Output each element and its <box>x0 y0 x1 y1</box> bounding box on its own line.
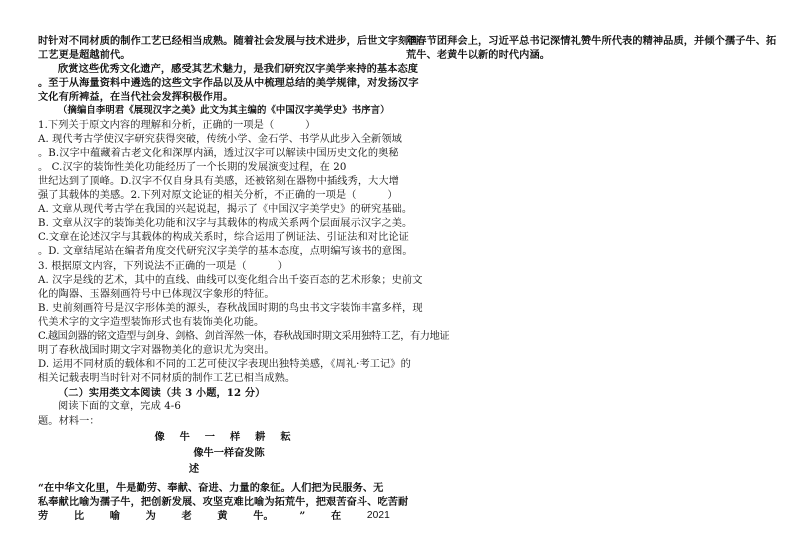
article-body-spread-line <box>38 509 390 523</box>
question-1-option-b: 。B.汉字中蕴藏着古老文化和深厚内涵，透过汉字可以解读中国历史文化的奥秘 <box>38 147 399 159</box>
right-column <box>406 34 777 62</box>
source-citation: （摘编自李明君《展现汉字之美》此文为其主编的《中国汉字美学史》书序言） <box>58 105 390 117</box>
question-2-option-d: 。D. 文章结尾站在编者角度交代研究汉字美学的基本态度，点明编写该书的意图。 <box>38 246 413 258</box>
spread-char: ” <box>299 509 306 522</box>
question-1-option-a: A. 现代考古学使汉字研究获得突破，传统小学、金石学、书学从此步入全新领域 <box>38 133 402 145</box>
question-3-option-d: D. 运用不同材质的载体和不同的工艺可使汉字表现出独特美感，《周礼·考工记》的 <box>38 359 411 371</box>
question-2: 强了其载体的美感。2.下列对原文论证的相关分析，不正确的一项是（ ） <box>38 190 398 202</box>
question-1: 1.下列关于原文内容的理解和分析，正确的一项是（ ） <box>38 119 316 131</box>
spread-char: 为 <box>145 509 156 522</box>
question-3-option-c-cont: 明了春秋战国时期文字对器物美化的意识尤为突出。 <box>38 345 275 357</box>
question-3-option-a-cont: 化的陶器、玉器刻画符号中已体现汉字象形的特征。 <box>38 288 275 300</box>
passage-line: 。至于从海量资料中遴选的这些文字作品以及从中梳理总结的美学规律，对发扬汉字 <box>38 77 419 90</box>
spread-char: 牛。 <box>253 509 274 522</box>
article-title: 像牛一样耕耘 <box>154 430 306 443</box>
section-heading: （二）实用类文本阅读（共 3 小题，12 分） <box>58 387 266 400</box>
question-3-option-c: C.越国剑器的铭文造型与剑身、剑格、剑首浑然一体，春秋战国时期文采用独特工艺，有力地证 <box>38 330 450 342</box>
instruction-line: 题。材料一： <box>38 415 100 427</box>
question-2-option-c: C.文章在论述汉字与其载体的构成关系时，综合运用了例证法、引证法和对比论证 <box>38 232 409 244</box>
spread-char: 2021 <box>366 509 390 521</box>
article-body-line: “在中华文化里，牛是勤劳、奉献、奋进、力量的象征。人们把为民服务、无 <box>38 481 384 494</box>
question-3-option-b: B. 史前刻画符号是汉字形体美的源头，春秋战国时期的鸟虫书文字装饰丰富多样，现 <box>38 302 423 314</box>
question-2-option-a: A. 文章从现代考古学在我国的兴起说起，揭示了《中国汉字美学史》的研究基础。 <box>38 204 413 216</box>
left-column <box>38 34 450 523</box>
article-body-line: 私奉献比喻为孺子牛，把创新发展、攻坚克难比喻为拓荒牛，把艰苦奋斗、吃苦耐 <box>38 495 409 508</box>
spread-char: 喻 <box>109 509 121 522</box>
article-subtitle: 像牛一样奋发陈 <box>193 446 265 459</box>
question-2-option-b: B. 文章从汉字的装饰美化功能和汉字与其载体的构成关系两个层面展示汉字之美。 <box>38 218 413 230</box>
passage-line: 工艺更是超越前代。 <box>38 49 131 62</box>
article-body-line: 荒牛、老黄牛以新的时代内涵。 <box>406 49 551 62</box>
question-1-option-c: 。 C.汉字的装饰性美化功能经历了一个长期的发展演变过程，在 20 <box>38 161 347 173</box>
article-body-line: 年春节团拜会上，习近平总书记深情礼赞牛所代表的精神品质，并倾个孺子牛、拓 <box>406 35 777 47</box>
question-3-option-b-cont: 代美术字的文字造型装饰形式也有装饰美化功能。 <box>38 316 265 328</box>
spread-char: 黄 <box>217 509 228 522</box>
passage-line: 时针对不同材质的制作工艺已经相当成熟。随着社会发展与技术进步，后世文字刻画 <box>38 35 419 47</box>
passage-line: 欣赏这些优秀文化遗产，感受其艺术魅力，是我们研究汉字美学来持的基本态度 <box>58 63 419 76</box>
question-1-option-d: 世纪达到了顶峰。D.汉字不仅自身具有美感，还被铭刻在器物中插线秀，大大增 <box>38 175 400 187</box>
spread-char: 老 <box>181 509 192 522</box>
instruction-line: 阅读下面的文章，完成 4-6 <box>58 401 181 413</box>
question-3-option-a: A. 汉字是线的艺术，其中的直线、曲线可以变化组合出千姿百态的艺术形象；史前文 <box>38 274 423 286</box>
spread-char: 比 <box>73 509 85 522</box>
question-3: 3. 根据原文内容，下列说法不正确的一项是（ ） <box>38 260 288 272</box>
spread-char: 劳 <box>38 509 49 522</box>
spread-char: 在 <box>330 509 342 522</box>
passage-line: 文化有所裨益，在当代社会发挥积极作用。 <box>38 91 234 104</box>
question-3-option-d-cont: 相关记载表明当时针对不同材质的制作工艺已相当成熟。 <box>38 373 296 385</box>
article-subtitle-cont: 述 <box>188 462 200 475</box>
